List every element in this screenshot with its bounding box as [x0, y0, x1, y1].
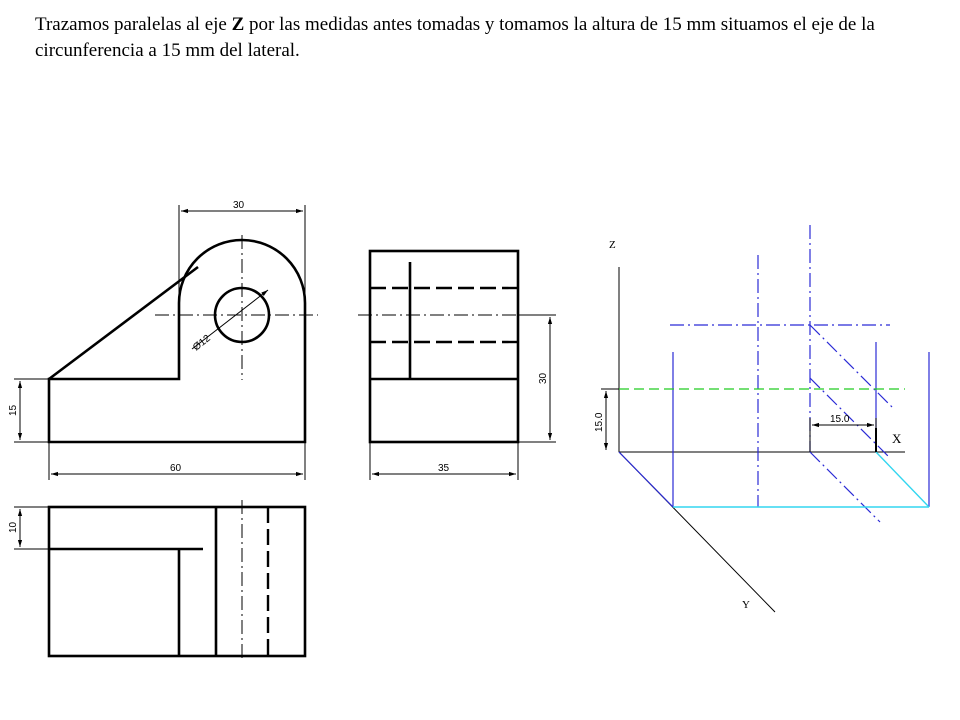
top-dim-left-label: 10: [8, 521, 19, 533]
top-view: [8, 500, 305, 662]
axis-z-label: Z: [609, 239, 616, 251]
dim-height-label: 15.0: [594, 412, 605, 432]
caption-text-2: por las medidas antes tomadas y tomamos la altura de 15 mm situamos el eje de la circunferencia a 15 mm del lateral.: [35, 14, 875, 61]
top-outline: [49, 507, 305, 656]
side-dim-right-label: 30: [538, 372, 549, 384]
construction-diagonal-3: [810, 452, 880, 522]
front-slope-edge: [49, 267, 198, 379]
front-outline: [49, 240, 305, 442]
construction-diagonal-4: [619, 452, 673, 507]
axis-x-label: X: [892, 431, 902, 446]
front-dim-top-label: 30: [233, 200, 245, 211]
dim-offset-label: 15.0: [830, 414, 850, 425]
base-line-diagonal: [876, 452, 929, 507]
front-dim-bottom-label: 60: [170, 463, 182, 474]
side-outline: [370, 251, 518, 442]
caption-axis-z: Z: [231, 14, 245, 35]
axonometric-view: [594, 225, 929, 612]
axis-y-label: Y: [742, 599, 750, 611]
construction-diagonal-1: [810, 325, 892, 407]
front-dim-diameter-label: Ø12: [191, 333, 213, 354]
caption-text-1: Trazamos paralelas al eje: [35, 14, 232, 35]
side-view: [358, 251, 556, 480]
front-view: [8, 200, 318, 480]
front-dim-left-label: 15: [8, 404, 19, 416]
side-dim-bottom-label: 35: [438, 463, 450, 474]
